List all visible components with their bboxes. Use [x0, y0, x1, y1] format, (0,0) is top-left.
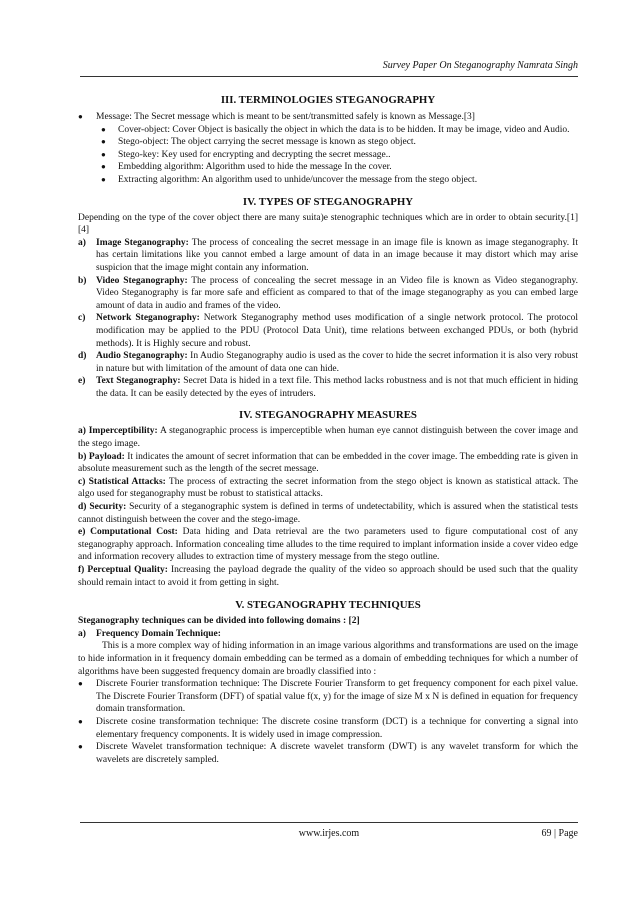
subsection-title: Frequency Domain Technique: — [96, 628, 221, 639]
page-body — [78, 94, 578, 766]
list-item: ● Embedding algorithm: Algorithm used to hide the message In the cover. — [100, 161, 578, 174]
item-title: Network Steganography: — [96, 313, 200, 324]
list-item — [78, 237, 578, 275]
item-text: In Audio Steganography audio is used as the cover to hide the secret information it is also very robust in nature but with limitation of the amount of data one can hide. — [96, 351, 579, 374]
item-text: The process of concealing the secret message in an image file is known as image steganography. It has certain limitations like you cannot embed a large amount of data in an image because it may distort which may arise suspicion that the image might contain any information. — [96, 237, 578, 273]
item-text: The process of concealing the secret message in an Video file is known as Video steganography. Video Steganography is far more safe and efficient as compared to that of the image steganography as you can embed large amount of data in audio and frames of the video. — [96, 275, 578, 311]
section-heading-techniques: V. STEGANOGRAPHY TECHNIQUES — [235, 599, 421, 612]
terminology-sublist — [100, 124, 578, 187]
terminology-list — [78, 111, 578, 187]
section-heading-measures: IV. STEGANOGRAPHY MEASURES — [239, 409, 417, 422]
measure-title: e) Computational Cost: — [78, 527, 178, 538]
techniques-lead — [78, 615, 578, 628]
types-intro: Depending on the type of the cover object there are many suita)e stenographic techniques which are in order to obtain security.[1][4] — [78, 212, 578, 236]
item-title: Text Steganography: — [96, 376, 181, 387]
measure-text: Increasing the payload degrade the quality of the video so approach should be used such that the quality should remain intact to avoid it from getting in sight. — [78, 565, 578, 588]
measure-title: b) Payload: — [78, 451, 125, 462]
journal-url: www.irjes.com — [298, 828, 360, 839]
measure-title: d) Security: — [78, 502, 127, 513]
measure-paragraph — [78, 451, 578, 476]
item-text: Network Steganography method uses modification of a single network protocol. The protocol modification may be applied to the PDU (Protocol Data Unit), time relations between exchanged PDUs, or both (hybrid methods). It is Highly secure and robust. — [96, 313, 578, 349]
item-title: Video Steganography: — [96, 275, 188, 286]
list-item — [78, 312, 578, 350]
measure-text: The process of extracting the secret information from the stego object is known as statistical attack. The algo used for steganography must be robust to statistical attacks. — [78, 476, 578, 500]
measure-text: A steganographic process is imperceptible when human eye cannot distinguish between the cover image and the stego image. — [78, 426, 578, 450]
list-item — [78, 350, 578, 375]
list-marker: b) — [78, 275, 87, 286]
item-title: Image Steganography: — [96, 237, 189, 248]
item-text: Secret Data is hided in a text file. This method lacks robustness and is not that much efficient in hiding the data. It can be easily detected by the eyes of intruders. — [96, 376, 578, 399]
list-marker: a) — [78, 237, 86, 248]
list-item — [78, 275, 578, 313]
list-marker: c) — [78, 313, 86, 324]
measure-text: It indicates the amount of secret information that can be embedded in the cover image. The embedding rate is given in absolute measurement such as the length of the secret message. — [78, 451, 578, 475]
list-item: ● Cover-object: Cover Object is basically the object in which the data is to be hidden. It may be image, video and Audio. — [100, 124, 578, 137]
measure-paragraph — [78, 564, 578, 589]
measure-paragraph — [78, 526, 578, 564]
running-header: Survey Paper On Steganography Namrata Singh — [382, 60, 578, 71]
techniques-lead-text: Steganography techniques can be divided into following domains : [2] — [78, 616, 360, 627]
measure-paragraph — [78, 425, 578, 450]
list-marker: e) — [78, 376, 86, 387]
section-heading-types: IV. TYPES OF STEGANOGRAPHY — [242, 195, 414, 208]
list-item — [78, 628, 578, 641]
list-item: ● Discrete Wavelet transformation technique: A discrete wavelet transform (DWT) is any wavelet transform for which the wavelets are discretely sampled. — [78, 741, 578, 766]
frequency-domain-paragraph: This is a more complex way of hiding information in an image various algorithms and transformations are used on the image to hide information in it frequency domain embedding can be termed as a domain of embedding techniques for which a number of algorithms have been suggested frequency domain are broadly classified into : — [78, 641, 578, 677]
techniques-list — [78, 628, 578, 641]
list-item — [78, 111, 578, 187]
measure-text: Data hiding and Data retrieval are the two parameters used to figure computational cost of any steganography approach. Information concealing time alludes to the time required to implant information inside a cover video edge and information recovery alludes to extraction time of mystery message from the stego outline. — [78, 527, 578, 563]
measure-title: a) Imperceptibility: — [78, 426, 158, 437]
measure-paragraph — [78, 476, 578, 501]
measure-paragraph — [78, 501, 578, 526]
list-item: ● Stego-key: Key used for encrypting and decrypting the secret message.. — [100, 149, 578, 162]
measures-list — [78, 425, 578, 589]
page-number: 69 | Page — [541, 828, 578, 839]
header-rule — [80, 76, 578, 77]
list-item: ● Stego-object: The object carrying the secret message is known as stego object. — [100, 136, 578, 149]
transform-list — [78, 678, 578, 766]
footer-rule — [80, 822, 578, 823]
section-heading-terminologies: III. TERMINOLOGIES STEGANOGRAPHY — [220, 94, 436, 106]
measure-text: Security of a steganographic system is defined in terms of undetectability, which is assured when the statistical tests cannot distinguish between the cover and the stego-image. — [78, 502, 578, 525]
list-item: ● Discrete cosine transformation technique: The discrete cosine transform (DCT) is a technique for converting a signal into elementary frequency components. It is widely used in image compression. — [78, 716, 578, 741]
list-item — [78, 375, 578, 400]
types-list — [78, 237, 578, 401]
item-title: Audio Steganography: — [96, 351, 188, 362]
measure-title: c) Statistical Attacks: — [78, 476, 166, 487]
list-item: ● Discrete Fourier transformation technique: The Discrete Fourier Transform to get frequency component for each pixel value. The Discrete Fourier Transform (DFT) of spatial value f(x, y) for the image of size M x N is defined in equation for frequency domain transformation. — [78, 678, 578, 716]
list-item: ● Extracting algorithm: An algorithm used to unhide/uncover the message from the stego object. — [100, 174, 578, 187]
measure-title: f) Perceptual Quality: — [78, 565, 168, 575]
message-definition: Message: The Secret message which is meant to be sent/transmitted safely is known as Message.[3] — [96, 112, 475, 122]
list-marker: a) — [78, 628, 86, 639]
list-marker: d) — [78, 351, 87, 362]
